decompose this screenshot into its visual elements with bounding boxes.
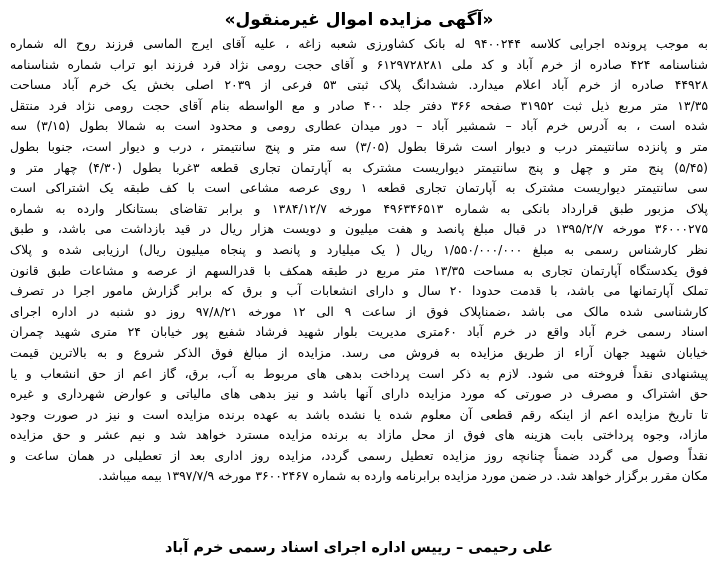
body-line: اسناد رسمی خرم آباد واقع در خرم آباد ۶۰متری مدیریت بلوار شهید فرشاد شفیع پور خیابان ۲۴ متری شهید چمران	[10, 324, 708, 340]
body-line: به موجب پرونده اجرایی کلاسه ۹۴۰۰۲۴۴ له بانک کشاورزی شعبه زاغه ، علیه آقای ایرج الماسی فرزند روح اله شماره	[10, 36, 708, 51]
body-line: کارشناسی شده مالک می باشد ،ضمناپلاک فوق از ساعت ۹ الی ۱۲ مورخه ۹۷/۸/۲۱ روز دو شنبه در اداره اجرای	[10, 303, 708, 319]
notice-body	[10, 34, 708, 535]
body-line: شناسنامه ۴۲۴ صادره از خرم آباد و کد ملی ۶۱۲۹۷۲۸۲۸۱ و آقای حجت رومی نژاد فرد فرزند ابو تراب شماره شناسنامه	[10, 56, 708, 72]
body-line: ۱۳/۳۵ متر مربع ذیل ثبت ۳۱۹۵۲ صفحه ۳۶۶ دفتر جلد ۴۰۰ صادر و مع الواسطه بنام آقای حجت رومی نژاد فرد منتقل	[10, 97, 708, 113]
body-line: ۴۴۹۲۸ صادره از خرم آباد اعلام میدارد. ششدانگ پلاک ثبتی ۵۳ فرعی از ۲۰۳۹ اصلی بخش یک خرم آباد مساحت	[10, 77, 708, 93]
body-line: خیابان شهید جهان آراء از طریق مزایده به فروش می رسد. مزایده از مبالغ فوق الذکر شروع و به بالاترین قیمت	[10, 344, 708, 360]
body-line: مکان مقرر برگزار خواهد شد. در ضمن مورد مزایده برابرنامه وارده به شماره ۳۶۰۰۲۴۶۷ مورخه ۱۳۹۷/۷/۹ بیمه میباشد.	[98, 468, 708, 484]
body-line: ۳۶۰۰۰۲۷۵ مورخه ۱۳۹۵/۲/۷ در قبال مبلغ پانصد و هفت میلیون و دویست هزار ریال در قید بازداشت می باشد، و طبق	[10, 221, 708, 237]
body-line: تملک آپارتمانها می باشد، با قدمت حدودا ۲۰ سال و دارای انشعابات آب و برق که برابر گزارش مامور اجرا در تصرف	[10, 283, 708, 299]
body-line: نقداً وصول می گردد ضمناً چنانچه روز مزایده تعطیل رسمی گردد، مزایده روز اداری بعد از تعطیلی در همان ساعت و	[10, 447, 708, 463]
body-line: (۵/۴۵) پنج متر و چهل و پنج سانتیمتر دیواریست مشترک به آپارتمان تجاری قطعه ۳غربا بطول (۴/۳۰) چهار متر و	[10, 159, 708, 175]
body-line: سی سانتیمتر دیواریست مشترک به آپارتمان تجاری قطعه ۱ روی عرصه مشاعی است با کف طبقه یک اشتراکی است	[10, 180, 708, 196]
body-line: پلاک مزبور طبق قرارداد بانکی به شماره ۴۹۶۳۴۶۵۱۳ مورخه ۱۳۸۴/۱۲/۷ و برابر تقاضای بستانکار وارده به شماره	[10, 200, 708, 216]
body-line: متر و پانزده سانتیمتر درب و دیوار است شرقا بطول (۳/۰۵) سه متر و پنج سانتیمتر ، درب و دیوار است، جنوبا بطول	[10, 138, 708, 154]
body-line: فوق یکدستگاه آپارتمان تجاری به مساحت ۱۳/۳۵ متر مربع در طبقه همکف با قدرالسهم از عرصه و مشاعات طبق قانون	[10, 262, 708, 278]
body-line: پیشنهادی نقداً فروخته می شود. لازم به ذکر است پرداخت بدهی های مربوط به آب، برق، گاز اعم از حق انشعاب و یا	[10, 365, 708, 381]
notice-title: «آگهی مزایده اموال غیرمنقول»	[224, 10, 494, 30]
body-line: شده است ، به آدرس خرم آباد – شمشیر آباد – دور میدان عطاری رومی و محدود است به شمالا بطول (۳/۱۵) سه	[10, 118, 708, 134]
body-line: نظر کارشناس رسمی به مبلغ ۱/۵۵۰/۰۰۰/۰۰۰ ریال ( یک میلیارد و پانصد و پنجاه میلیون ریال) ارزیابی شده و پلاک	[10, 241, 708, 257]
body-line: مازاد، وجوه پرداختی بابت هزینه های فوق از محل مازاد به برنده مزایده مسترد خواهد شد و نیم عشر و حق مزایده	[10, 427, 708, 443]
signature-line: علی رحیمی – رییس اداره اجرای اسناد رسمی خرم آباد	[165, 540, 553, 556]
body-line: تا تاریخ مزایده اعم از اینکه رقم قطعی آن معلوم شده یا نشده باشد به عهده برنده مزایده است و نیز در صورت وجود	[10, 406, 708, 422]
body-line: حق اشتراک و مصرف در صورتی که مورد مزایده دارای آنها باشد و نیز بدهی های مالیاتی و عوارض شهرداری و غیره	[10, 386, 708, 402]
